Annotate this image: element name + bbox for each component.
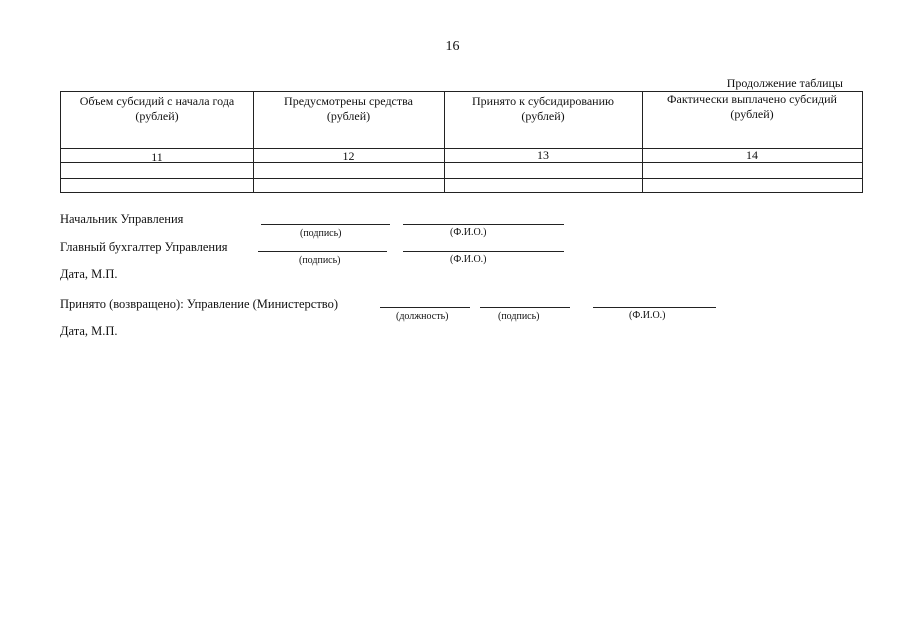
row-divider xyxy=(61,178,862,179)
column-number: 13 xyxy=(537,148,549,162)
head-signature-caption: (подпись) xyxy=(300,228,342,239)
date-stamp-label-2: Дата, М.П. xyxy=(60,324,118,338)
accountant-signature-caption: (подпись) xyxy=(299,255,341,266)
column-header-funds-provided: Предусмотрены средства (рублей) xyxy=(284,94,413,123)
column-number: 14 xyxy=(746,148,758,162)
column-number: 12 xyxy=(342,149,355,163)
head-name-caption: (Ф.И.О.) xyxy=(450,227,487,238)
column-header-actually-paid: Фактически выплачено субсидий (рублей) xyxy=(667,92,837,121)
accepted-name-line xyxy=(593,307,716,308)
accepted-name-caption: (Ф.И.О.) xyxy=(629,310,666,321)
accepted-label: Принято (возвращено): Управление (Министерство) xyxy=(60,297,339,311)
accountant-signature-line xyxy=(258,251,387,252)
column-header-accepted: Принято к субсидированию (рублей) xyxy=(472,94,614,123)
column-number: 11 xyxy=(151,150,163,164)
accepted-position-caption: (должность) xyxy=(396,311,449,322)
head-label: Начальник Управления xyxy=(60,212,184,226)
accountant-name-caption: (Ф.И.О.) xyxy=(450,254,487,265)
column-header-subsidy-volume: Объем субсидий с начала года (рублей) xyxy=(79,94,235,123)
accountant-label: Главный бухгалтер Управления xyxy=(60,240,228,254)
page-number: 16 xyxy=(445,39,460,54)
continuation-table xyxy=(60,91,863,193)
accepted-signature-caption: (подпись) xyxy=(498,311,540,322)
head-signature-line xyxy=(261,224,390,225)
head-name-line xyxy=(403,224,564,225)
accountant-name-line xyxy=(403,251,564,252)
accepted-signature-line xyxy=(480,307,570,308)
continuation-label: Продолжение таблицы xyxy=(726,76,843,90)
accepted-position-line xyxy=(380,307,470,308)
date-stamp-label: Дата, М.П. xyxy=(60,267,118,281)
